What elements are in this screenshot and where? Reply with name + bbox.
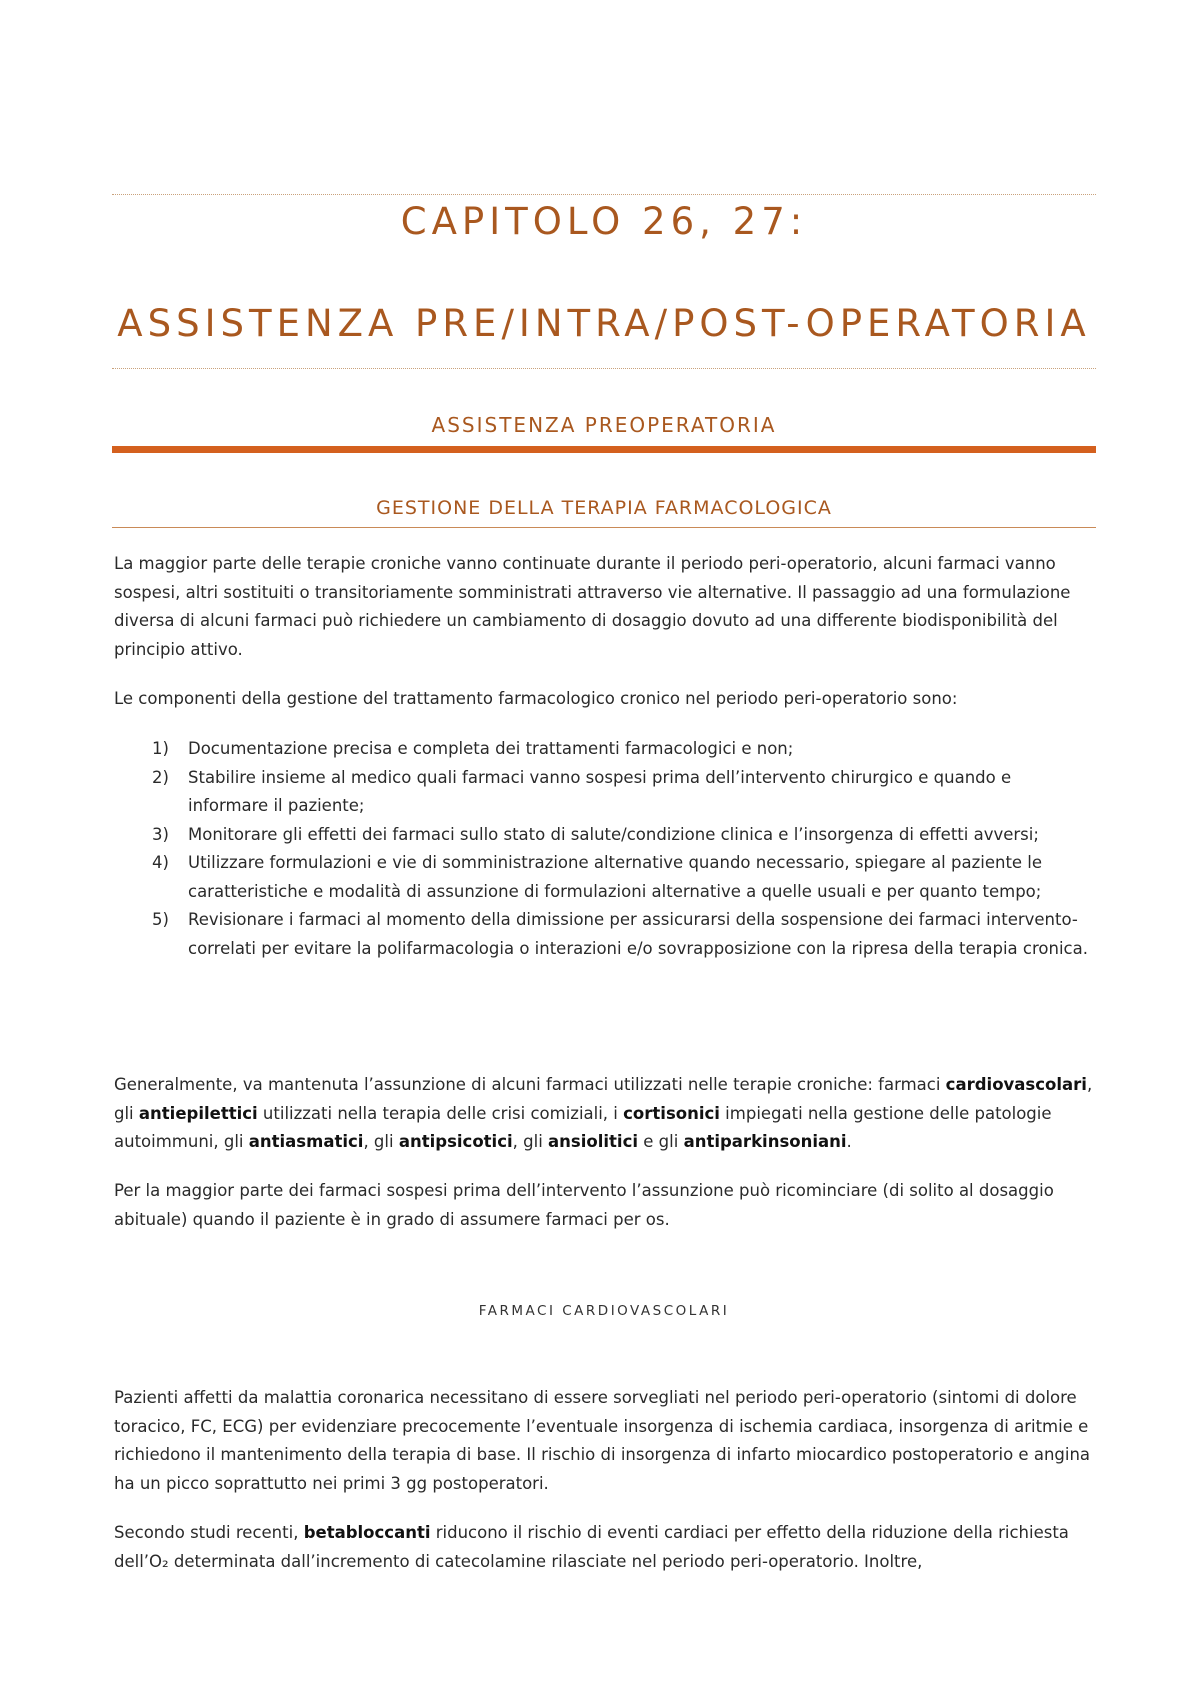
subsection-underline <box>112 527 1096 528</box>
list-text: Revisionare i farmaci al momento della dimissione per assicurarsi della sospensione dei farmaci intervento-correlati per evitare la polifarmacologia o interazioni e/o sovrapposizione con la ripresa della terapia cronica. <box>188 910 1088 958</box>
list-text: Utilizzare formulazioni e vie di somministrazione alternative quando necessario, spiegare al paziente le caratteristiche e modalità di assunzione di formulazioni alternative a quelle usuali e per quanto tempo; <box>188 853 1043 901</box>
term-ansiolitici: ansiolitici <box>548 1132 639 1151</box>
list-number: 3) <box>152 824 169 844</box>
term-antiasmatici: antiasmatici <box>248 1132 364 1151</box>
list-item <box>114 821 1094 850</box>
list-number: 5) <box>152 910 169 929</box>
components-list <box>114 735 1094 963</box>
list-number: 4) <box>152 853 169 872</box>
section-heading: ASSISTENZA PREOPERATORIA <box>431 413 777 437</box>
paragraph-coronary: Pazienti affetti da malattia coronarica necessitano di essere sorvegliati nel periodo peri-operatorio (sintomi di dolore toracico, FC, ECG) per evidenziare precocemente l’eventuale insorgenza di ischemia cardiaca, insorgenza di aritmie e richiedono il mantenimento della terapia di base. Il rischio di insorgenza di infarto miocardico postoperatorio e angina ha un picco soprattutto nei primi 3 gg postoperatori. <box>114 1388 1091 1493</box>
list-text: Monitorare gli effetti dei farmaci sullo stato di salute/condizione clinica e l’insorgenza di effetti avversi; <box>188 824 1039 844</box>
title-bottom-rule <box>112 368 1096 369</box>
list-text: Documentazione precisa e completa dei trattamenti farmacologici e non; <box>188 739 794 758</box>
term-antiepilettici: antiepilettici <box>138 1103 258 1123</box>
term-antiparkinsoniani: antiparkinsoniani <box>683 1132 847 1151</box>
chapter-title-line2: ASSISTENZA PRE/INTRA/POST-OPERATORIA <box>117 302 1091 345</box>
term-betabloccanti: betabloccanti <box>303 1523 431 1542</box>
subsubsection-heading: FARMACI CARDIOVASCOLARI <box>478 1303 730 1319</box>
list-number: 1) <box>152 739 169 758</box>
list-item <box>114 906 1094 963</box>
chapter-title-line1: CAPITOLO 26, 27: <box>400 200 808 243</box>
term-antipsicotici: antipsicotici <box>398 1132 513 1151</box>
term-cardiovascolari: cardiovascolari <box>945 1075 1087 1094</box>
paragraph-intro: La maggior parte delle terapie croniche vanno continuate durante il periodo peri-operatorio, alcuni farmaci vanno sospesi, altri sostituiti o transitoriamente somministrati attraverso vie alternative. Il passaggio ad una formulazione diversa di alcuni farmaci può richiedere un cambiamento di dosaggio dovuto ad una differente biodisponibilità del principio attivo. <box>114 554 1071 659</box>
subsection-heading: GESTIONE DELLA TERAPIA FARMACOLOGICA <box>376 497 832 519</box>
list-item <box>114 764 1094 821</box>
paragraph-components: Le componenti della gestione del trattamento farmacologico cronico nel periodo peri-operatorio sono: <box>114 689 958 708</box>
list-item <box>114 849 1094 906</box>
list-item <box>114 735 1094 764</box>
list-number: 2) <box>152 767 169 787</box>
list-text: Stabilire insieme al medico quali farmaci vanno sospesi prima dell’intervento chirurgico e quando e informare il paziente; <box>188 767 1012 815</box>
section-underline <box>112 446 1096 453</box>
term-cortisonici: cortisonici <box>623 1103 720 1123</box>
paragraph-maintained-drugs: Generalmente, va mantenuta l’assunzione di alcuni farmaci utilizzati nelle terapie croniche: farmaci cardiovascolari, gli antiepilettici utilizzati nella terapia delle crisi comiziali, i cortisonici impiegati nella gestione delle patologie autoimmuni, gli antiasmatici, gli antipsicotici, gli ansiolitici e gli antiparkinsoniani. <box>114 1075 1093 1151</box>
title-top-rule <box>112 194 1096 195</box>
paragraph-betablockers: Secondo studi recenti, betabloccanti riducono il rischio di eventi cardiaci per effetto della riduzione della richiesta dell’O₂ determinata dall’incremento di catecolamine rilasciate nel periodo peri-operatorio. Inoltre, <box>114 1523 1069 1571</box>
paragraph-resumption: Per la maggior parte dei farmaci sospesi prima dell’intervento l’assunzione può ricominciare (di solito al dosaggio abituale) quando il paziente è in grado di assumere farmaci per os. <box>114 1181 1054 1229</box>
